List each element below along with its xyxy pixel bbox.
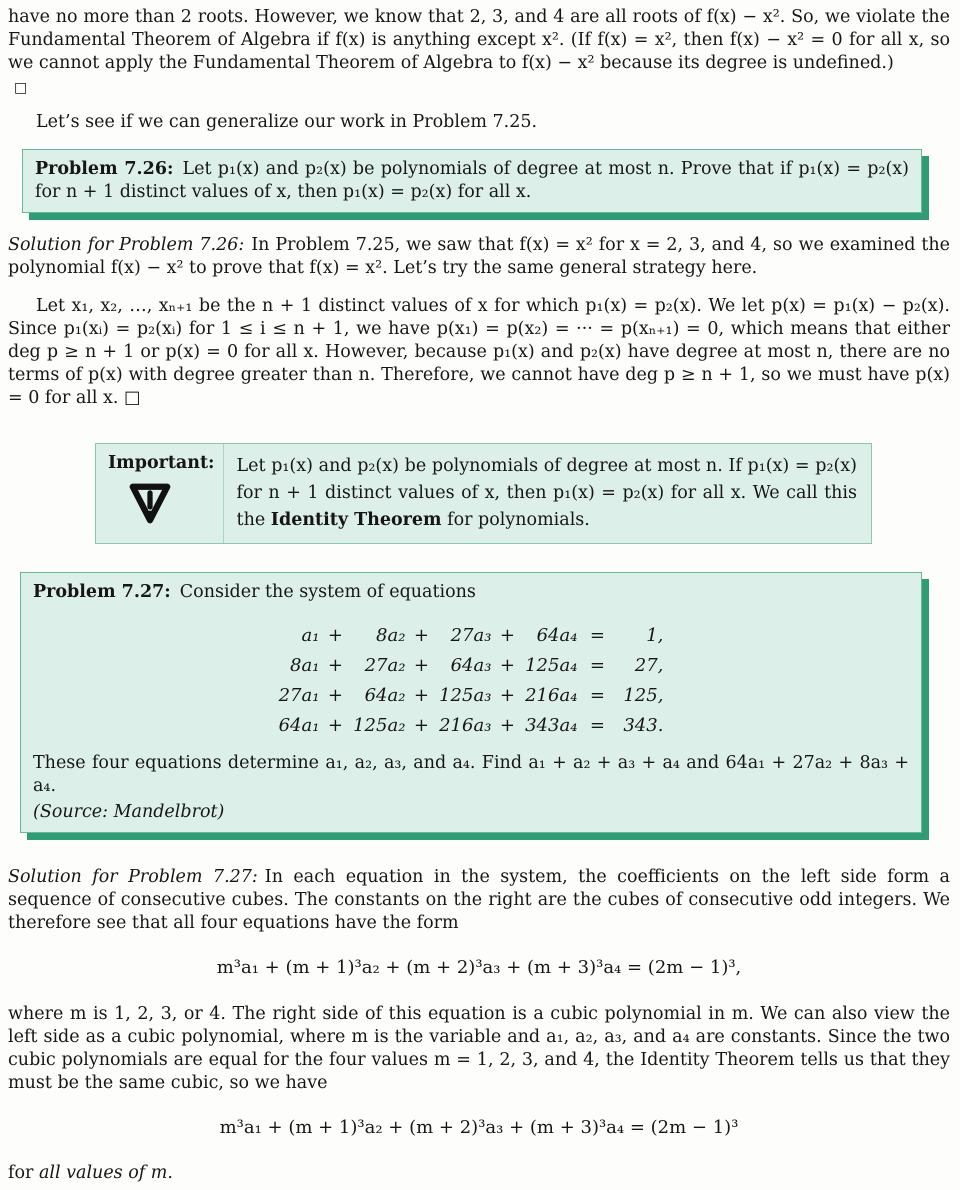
eq1-term2: 8a₂ — [376, 624, 406, 646]
plus-sign: + — [327, 654, 343, 676]
eq4-rhs: 343. — [623, 714, 664, 736]
important-label: Important: — [108, 453, 215, 473]
important-box — [95, 443, 872, 544]
problem-7-26-text: Let p₁(x) and p₂(x) be polynomials of degree at most n. Prove that if p₁(x) = p₂(x) for n + 1 distinct values of x, then p₁(x) = p₂(x) for all x. — [35, 159, 909, 202]
equals-sign: = — [589, 624, 605, 646]
eq2-term4: 125a₄ — [525, 654, 578, 676]
equation-row — [276, 680, 667, 710]
plus-sign: + — [499, 654, 515, 676]
eq2-term3: 64a₃ — [450, 654, 492, 676]
solution-7-27-paragraph-2: where m is 1, 2, 3, or 4. The right side of this equation is a cubic polynomial in m. We can also view the left side as a cubic polynomial, where m is the variable and a₁, a₂, a₃, and a₄ are constants. Since the two cubic polynomials are equal for the four values m = 1, 2, 3, and 4, the Identity Theorem tells us that they must be the same cubic, so we have — [8, 1004, 950, 1093]
solution-7-27-paragraph-1 — [8, 866, 950, 935]
problem-7-27-outro: These four equations determine a₁, a₂, a₃, and a₄. Find a₁ + a₂ + a₃ + a₄ and 64a₁ + 27a₂ + 8a₃ + a₄. — [33, 753, 909, 796]
plus-sign: + — [413, 654, 429, 676]
plus-sign: + — [413, 624, 429, 646]
problem-7-26-statement — [35, 158, 909, 204]
eq4-term3: 216a₃ — [439, 714, 492, 736]
eq3-term4: 216a₄ — [525, 684, 578, 706]
plus-sign: + — [327, 684, 343, 706]
problem-7-27-label: Problem 7.27: — [33, 582, 171, 602]
equation-row — [276, 620, 667, 650]
equation-row — [276, 710, 667, 740]
qed-square: □ — [14, 80, 28, 96]
warning-exclamation-icon — [126, 480, 174, 526]
equals-sign: = — [589, 654, 605, 676]
plus-sign: + — [413, 684, 429, 706]
solution-7-26-label: Solution for Problem 7.26: — [8, 235, 245, 255]
paragraph-fta-conclusion: have no more than 2 roots. However, we know that 2, 3, and 4 are all roots of f(x) − x². So, we violate the Fundamental Theorem of Algebra if f(x) is anything except x². (If f(x) = x², then f(x) − x² = 0 for all x, so we cannot apply the Fundamental Theorem of Algebra to f(x) − x² because its degree is undefined.) — [8, 7, 950, 73]
solution-7-27-text-1: In each equation in the system, the coefficients on the left side form a sequence of consecutive cubes. The constants on the right are the cubes of consecutive odd integers. We therefore see that all four equations have the form — [8, 867, 950, 933]
eq3-term3: 125a₃ — [439, 684, 492, 706]
problem-7-27-box — [20, 572, 922, 833]
eq1-term1: a₁ — [301, 624, 320, 646]
important-text — [224, 444, 871, 543]
eq4-term1: 64a₁ — [278, 714, 320, 736]
closing-prefix: for — [8, 1163, 39, 1183]
solution-7-26-paragraph-1 — [8, 234, 950, 280]
important-text-after: for polynomials. — [441, 510, 590, 530]
plus-sign: + — [327, 714, 343, 736]
solution-7-26-text-1: In Problem 7.25, we saw that f(x) = x² for x = 2, 3, and 4, so we examined the polynomial f(x) − x² to prove that f(x) = x². Let’s try the same general strategy here. — [8, 235, 950, 278]
problem-7-26-box — [22, 149, 922, 213]
plus-sign: + — [413, 714, 429, 736]
plus-sign: + — [499, 684, 515, 706]
eq2-rhs: 27, — [634, 654, 664, 676]
eq2-term2: 27a₂ — [364, 654, 406, 676]
paragraph-generalize: Let’s see if we can generalize our work in Problem 7.25. — [36, 112, 538, 132]
display-equation-2: m³a₁ + (m + 1)³a₂ + (m + 2)³a₃ + (m + 3)³a₄ = (2m − 1)³ — [219, 1117, 739, 1138]
eq3-term2: 64a₂ — [364, 684, 406, 706]
equals-sign: = — [589, 684, 605, 706]
problem-7-26-label: Problem 7.26: — [35, 159, 174, 179]
eq1-term4: 64a₄ — [536, 624, 578, 646]
solution-7-26-paragraph-2: Let x₁, x₂, …, xₙ₊₁ be the n + 1 distinct values of x for which p₁(x) = p₂(x). We let p(x) = p₁(x) − p₂(x). Since p₁(xᵢ) = p₂(xᵢ) for 1 ≤ i ≤ n + 1, we have p(x₁) = p(x₂) = ··· = p(xₙ₊₁) = 0, which means that either deg p ≥ n + 1 or p(x) = 0 for all x. However, because p₁(x) and p₂(x) have degree at most n, there are no terms of p(x) with degree greater than n. Therefore, we cannot have deg p ≥ n + 1, so we must have p(x) = 0 for all x. □ — [8, 296, 950, 408]
equation-row — [276, 650, 667, 680]
eq4-term2: 125a₂ — [353, 714, 406, 736]
problem-7-27-statement — [33, 581, 909, 604]
equals-sign: = — [589, 714, 605, 736]
plus-sign: + — [499, 624, 515, 646]
eq3-rhs: 125, — [623, 684, 664, 706]
problem-7-27-source: (Source: Mandelbrot) — [33, 802, 225, 822]
important-label-column — [96, 444, 224, 543]
closing-italic: all values of m. — [38, 1163, 173, 1183]
closing-line — [8, 1162, 950, 1185]
problem-7-27-intro: Consider the system of equations — [179, 582, 476, 602]
solution-7-27-label: Solution for Problem 7.27: — [8, 867, 258, 887]
plus-sign: + — [327, 624, 343, 646]
eq1-term3: 27a₃ — [450, 624, 492, 646]
eq4-term4: 343a₄ — [525, 714, 578, 736]
eq1-rhs: 1, — [646, 624, 664, 646]
eq3-term1: 27a₁ — [278, 684, 320, 706]
eq2-term1: 8a₁ — [290, 654, 320, 676]
system-of-equations — [276, 620, 667, 740]
important-text-before: Let p₁(x) and p₂(x) be polynomials of degree at most n. If p₁(x) = p₂(x) for n + 1 distinct values of x, then p₁(x) = p₂(x) for all x. We call this the — [236, 456, 857, 530]
plus-sign: + — [499, 714, 515, 736]
display-equation-1: m³a₁ + (m + 1)³a₂ + (m + 2)³a₃ + (m + 3)³a₄ = (2m − 1)³, — [216, 957, 742, 978]
identity-theorem-term: Identity Theorem — [270, 510, 442, 530]
